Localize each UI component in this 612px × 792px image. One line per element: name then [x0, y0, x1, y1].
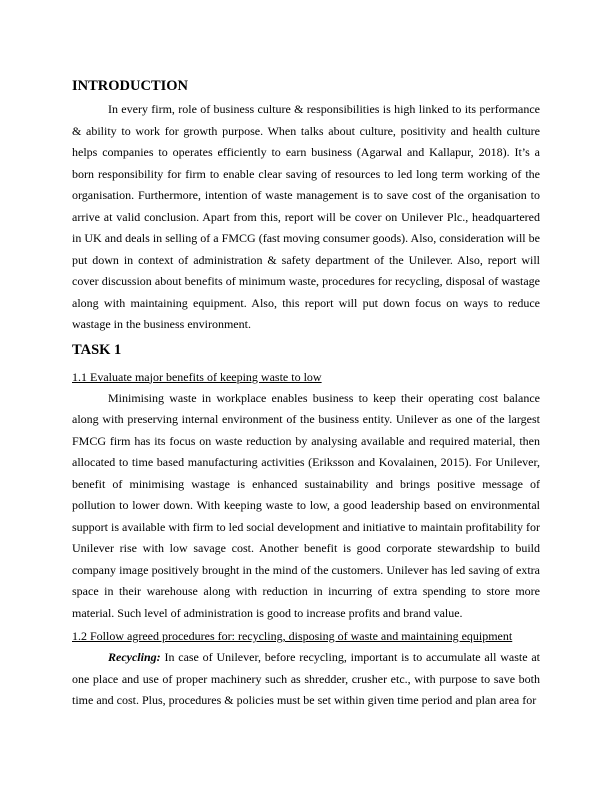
introduction-heading: INTRODUCTION — [72, 78, 189, 94]
section-1-1-title: 1.1 Evaluate major benefits of keeping waste to low — [72, 369, 322, 384]
document-page — [72, 78, 540, 712]
task-1-heading: TASK 1 — [72, 341, 122, 358]
introduction-paragraph: In every firm, role of business culture & responsibilities is high linked to its performance & ability to work for growth purpose. When talks about culture, positivity and health culture helps companies to operates efficiently to earn business (Agarwal and Kallapur, 2018). It’s a born responsibility for firm to enable clear saving of resources to led long term working of the organisation. Furthermore, intention of waste management is to save cost of the organisation to arrive at valid conclusion. Apart from this, report will be cover on Unilever Plc., headquartered in UK and deals in selling of a FMCG (fast moving consumer goods). Also, consideration will be put down in context of administration & safety department of the Unilever. Also, report will cover discussion about benefits of minimum waste, procedures for recycling, disposal of wastage along with maintaining equipment. Also, this report will put down focus on ways to reduce wastage in the business environment. — [72, 102, 540, 331]
section-1-2-title: 1.2 Follow agreed procedures for: recycling, disposing of waste and maintaining equipment — [72, 629, 513, 643]
recycling-text: In case of Unilever, before recycling, important is to accumulate all waste at one place and use of proper machinery such as shredder, crusher etc., with purpose to save both time and cost. Plus, procedures & policies must be set within given time period and plan area for — [72, 650, 540, 707]
recycling-lead-term: Recycling: — [108, 650, 161, 664]
section-1-1-paragraph: Minimising waste in workplace enables business to keep their operating cost balance along with preserving internal environment of the business entity. Unilever as one of the largest FMCG firm has its focus on waste reduction by analysing available and required material, then allocated to time based manufacturing activities (Eriksson and Kovalainen, 2015). For Unilever, benefit of minimising wastage is enhanced sustainability and brings positive message of pollution to lower down. With keeping waste to low, a good leadership based on environmental support is available with firm to led social development and initiative to maintain profitability for Unilever rise with low savage cost. Another benefit is good corporate stewardship to build company image positively brought in the mind of the customers. Unilever has led saving of extra space in their warehouse along with reduction in incurring of extra spending to store more material. Such level of administration is good to increase profits and brand value. — [72, 390, 540, 620]
section-1-2-paragraph — [72, 647, 540, 712]
